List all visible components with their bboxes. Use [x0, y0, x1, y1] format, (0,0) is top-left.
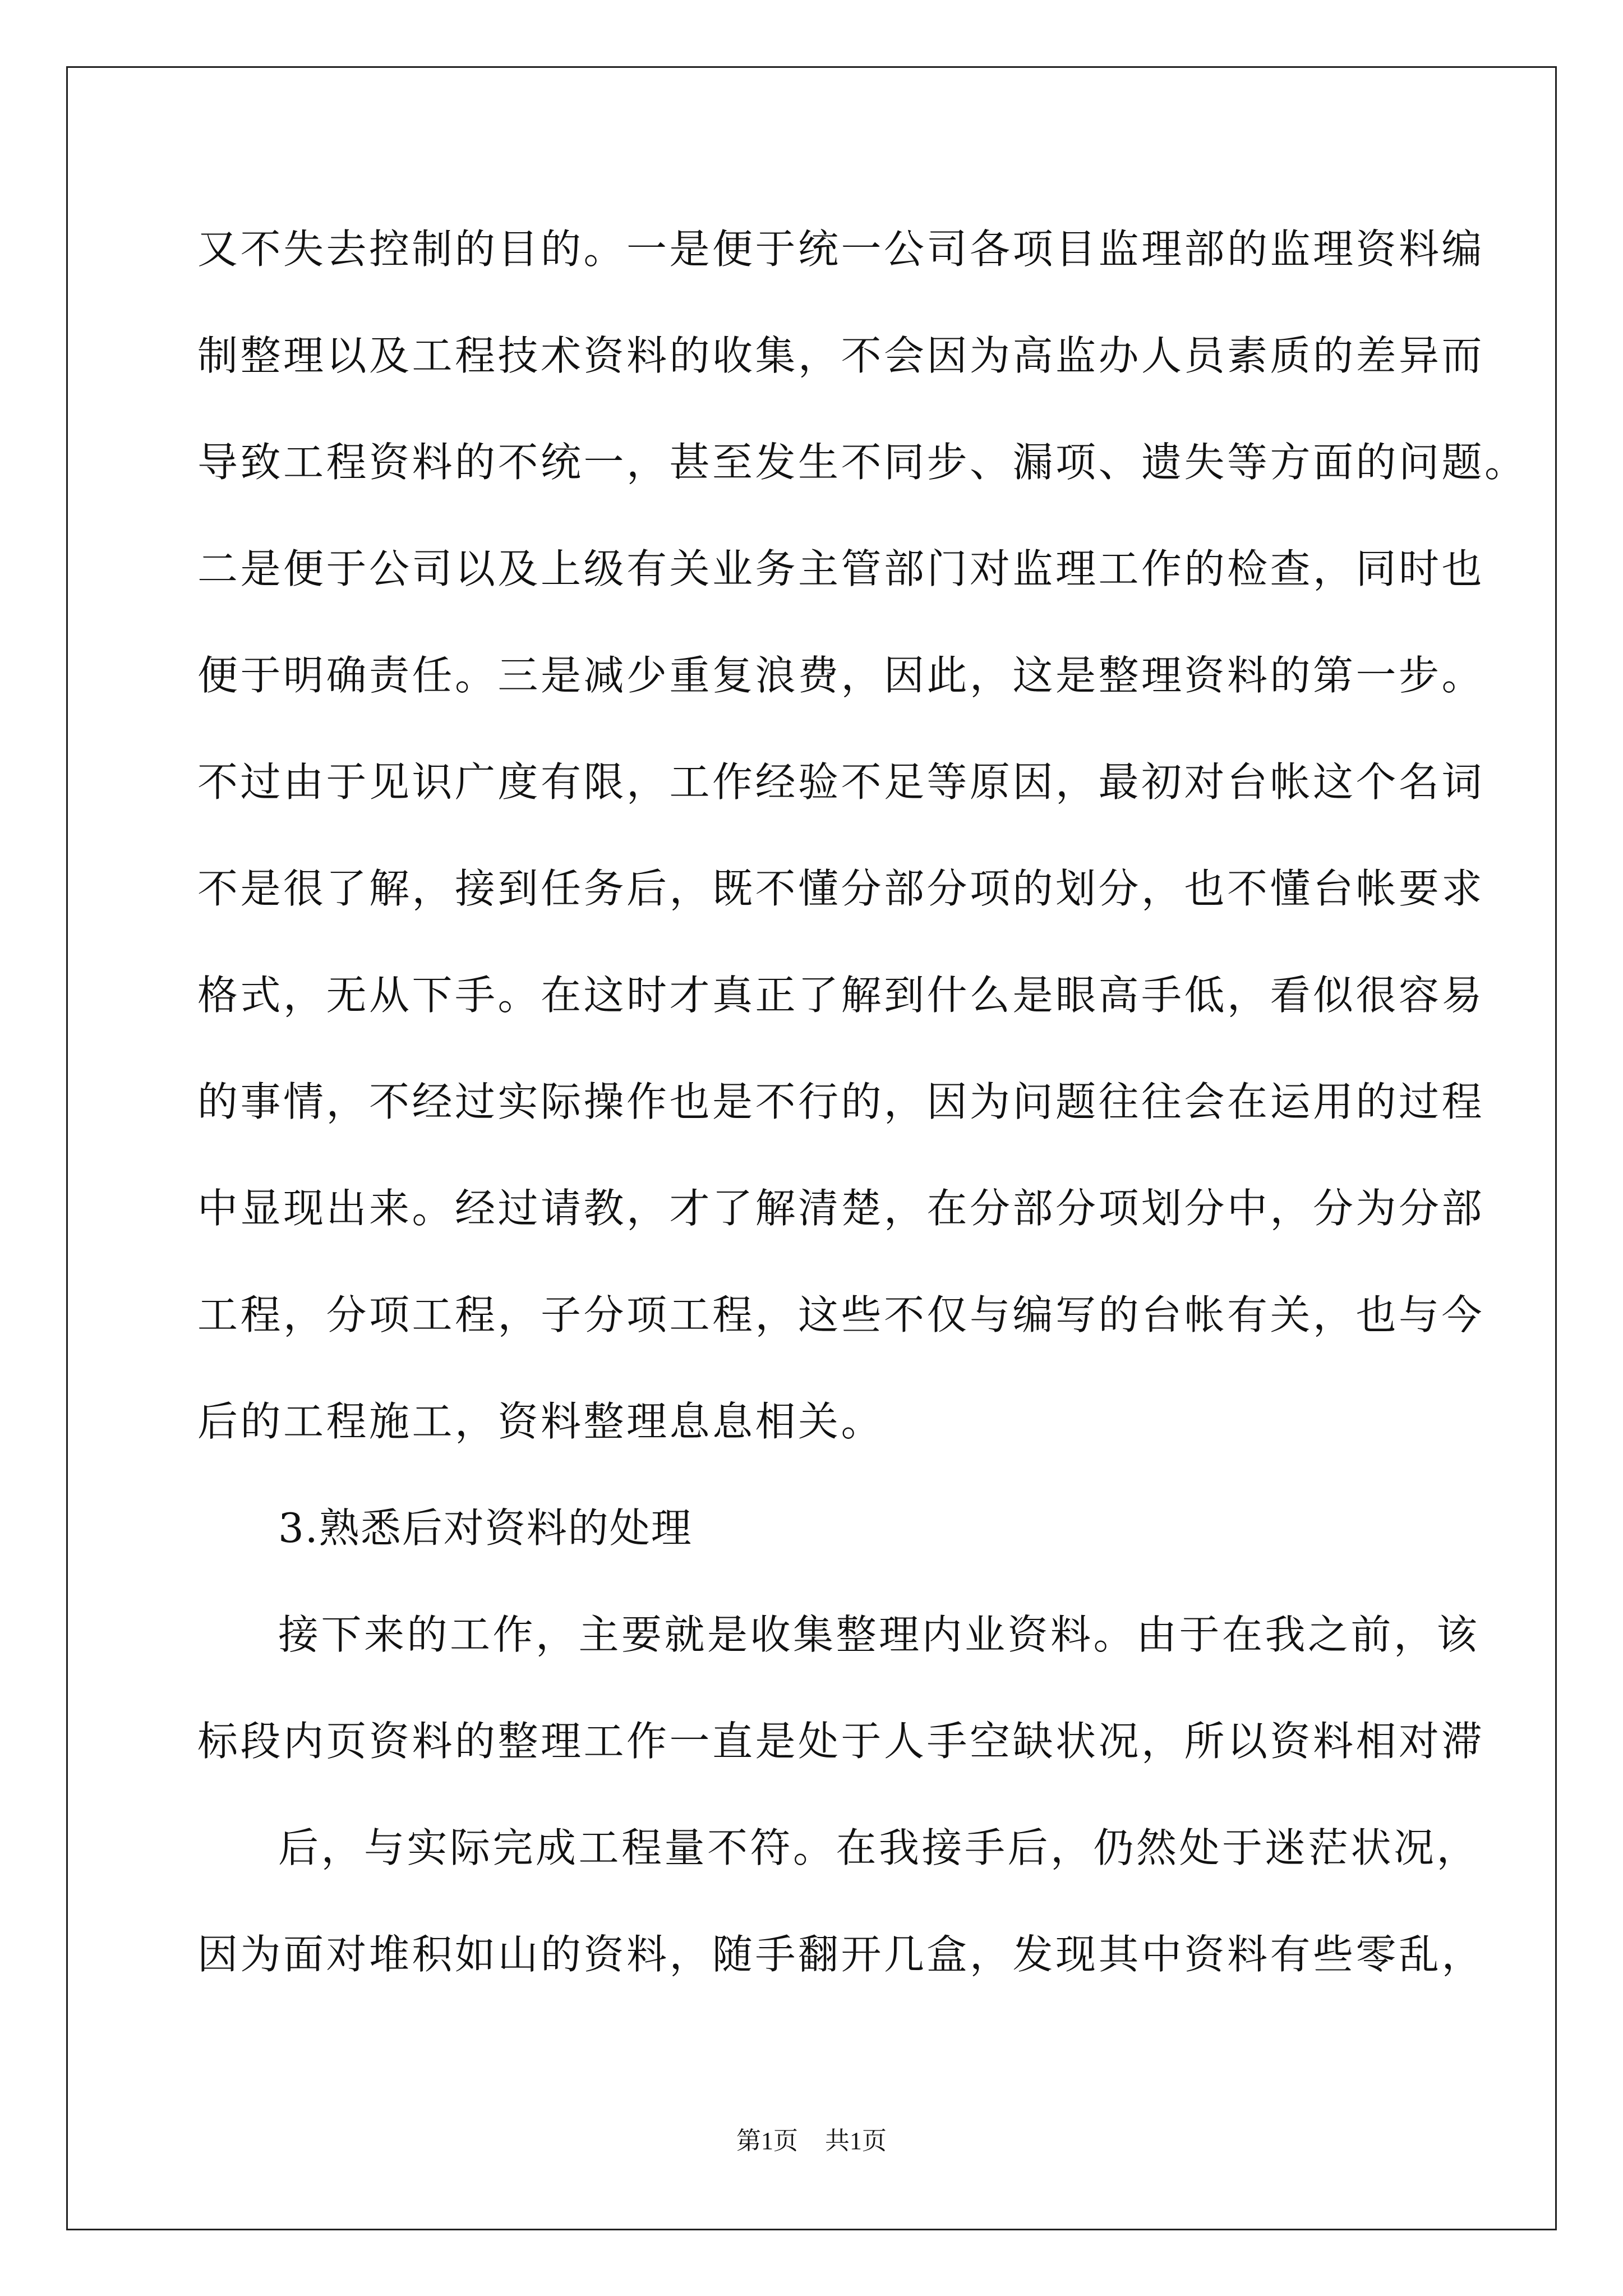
- body-line-8: 格式，无从下手。在这时才真正了解到什么是眼高手低，看似很容易: [197, 972, 1485, 1019]
- page-border: [66, 66, 1557, 2230]
- body-line-9: 的事情，不经过实际操作也是不行的，因为问题往往会在运用的过程: [197, 1078, 1485, 1125]
- body-line-16: 后，与实际完成工程量不符。在我接手后，仍然处于迷茫状况，: [278, 1824, 1480, 1871]
- body-line-6: 不过由于见识广度有限，工作经验不足等原因，最初对台帐这个名词: [197, 758, 1485, 806]
- body-line-10: 中显现出来。经过请教，才了解清楚，在分部分项划分中，分为分部: [197, 1185, 1485, 1232]
- page-footer: [0, 2129, 1623, 2154]
- body-line-2: 制整理以及工程技术资料的收集，不会因为高监办人员素质的差异而: [197, 332, 1485, 379]
- body-line-3: 导致工程资料的不统一，甚至发生不同步、漏项、遗失等方面的问题。: [197, 439, 1528, 486]
- body-line-11: 工程，分项工程，子分项工程，这些不仅与编写的台帐有关，也与今: [197, 1291, 1485, 1338]
- body-line-15: 标段内页资料的整理工作一直是处于人手空缺状况，所以资料相对滞: [197, 1718, 1485, 1765]
- total-page-count: 共1页: [825, 2127, 887, 2155]
- body-line-17: 因为面对堆积如山的资料，随手翻开几盒，发现其中资料有些零乱，: [197, 1931, 1485, 1978]
- body-line-7: 不是很了解，接到任务后，既不懂分部分项的划分，也不懂台帐要求: [197, 865, 1485, 912]
- body-line-14: 接下来的工作，主要就是收集整理内业资料。由于在我之前，该: [278, 1611, 1480, 1658]
- current-page-number: 第1页: [736, 2127, 798, 2155]
- section-heading: 3.熟悉后对资料的处理: [278, 1504, 693, 1552]
- body-line-5: 便于明确责任。三是减少重复浪费，因此，这是整理资料的第一步。: [197, 652, 1485, 699]
- body-line-1: 又不失去控制的目的。一是便于统一公司各项目监理部的监理资料编: [197, 226, 1485, 273]
- body-line-12: 后的工程施工，资料整理息息相关。: [197, 1398, 884, 1445]
- body-line-4: 二是便于公司以及上级有关业务主管部门对监理工作的检查，同时也: [197, 545, 1485, 592]
